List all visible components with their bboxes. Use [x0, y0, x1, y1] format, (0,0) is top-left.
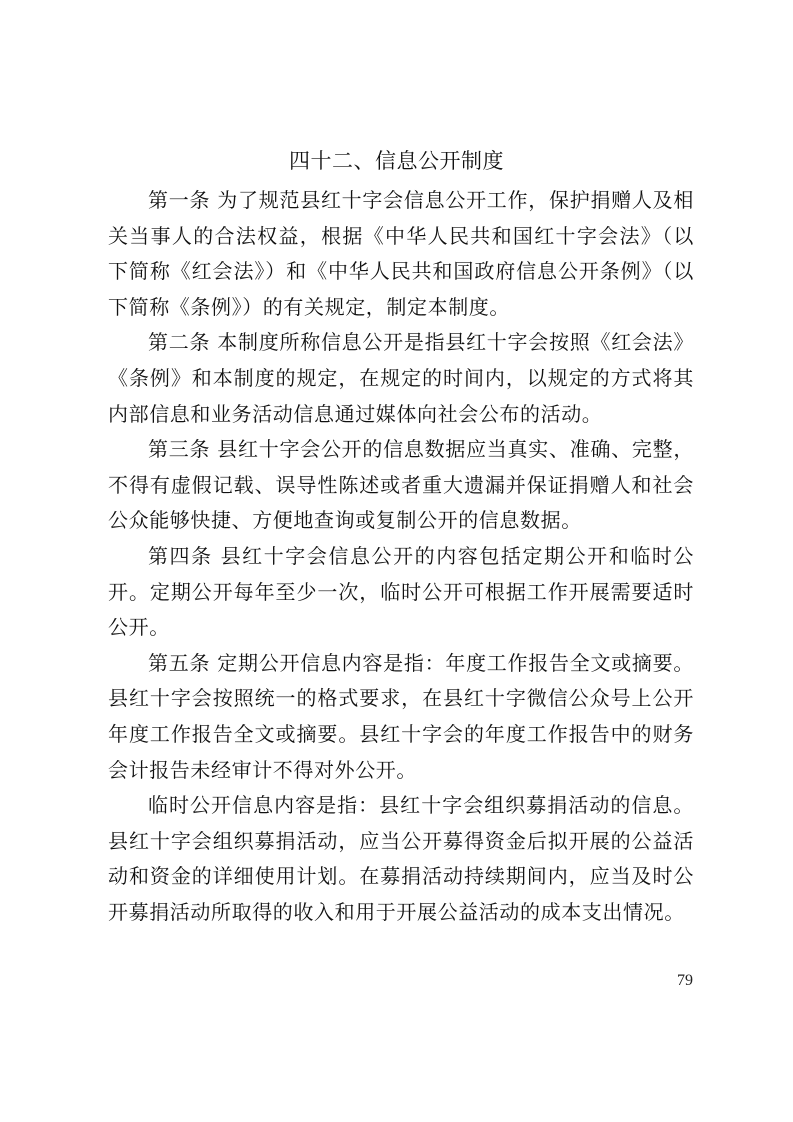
- article-4-paragraph: 第四条 县红十字会信息公开的内容包括定期公开和临时公开。定期公开每年至少一次，临时公开可根据工作开展需要适时公开。: [108, 543, 694, 640]
- page-number: 79: [677, 972, 693, 989]
- temporary-disclosure-paragraph: 临时公开信息内容是指：县红十字会组织募捐活动的信息。县红十字会组织募捐活动，应当公开募得资金后拟开展的公益活动和资金的详细使用计划。在募捐活动持续期间内，应当及时公开募捐活动所取得的收入和用于开展公益活动的成本支出情况。: [108, 793, 694, 924]
- article-3-paragraph: 第三条 县红十字会公开的信息数据应当真实、准确、完整，不得有虚假记载、误导性陈述或者重大遗漏并保证捐赠人和社会公众能够快捷、方便地查询或复制公开的信息数据。: [108, 437, 694, 533]
- article-2-paragraph: 第二条 本制度所称信息公开是指县红十字会按照《红会法》《条例》和本制度的规定，在规定的时间内，以规定的方式将其内部信息和业务活动信息通过媒体向社会公布的活动。: [108, 330, 694, 426]
- article-1-paragraph: 第一条 为了规范县红十字会信息公开工作，保护捐赠人及相关当事人的合法权益，根据《中华人民共和国红十字会法》（以下简称《红会法》）和《中华人民共和国政府信息公开条例》（以下简称《条例》）的有关规定，制定本制度。: [108, 188, 694, 319]
- section-title: 四十二、信息公开制度: [289, 149, 504, 173]
- article-5-paragraph: 第五条 定期公开信息内容是指：年度工作报告全文或摘要。县红十字会按照统一的格式要求，在县红十字微信公众号上公开年度工作报告全文或摘要。县红十字会的年度工作报告中的财务会计报告未经审计不得对外公开。: [108, 650, 694, 782]
- document-body: [108, 183, 694, 930]
